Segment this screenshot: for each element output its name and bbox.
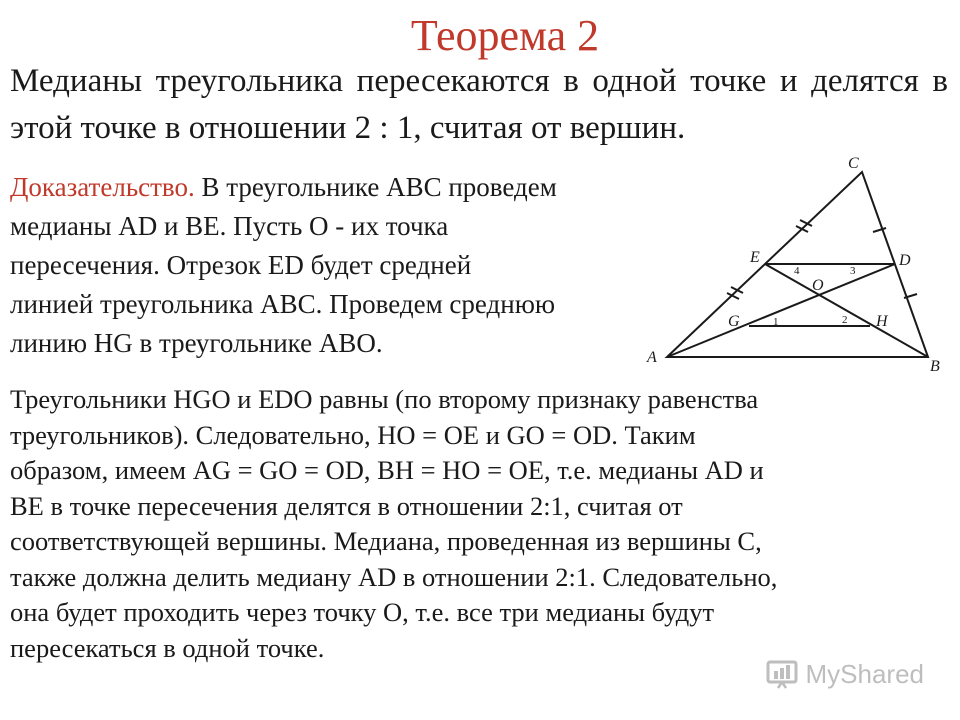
label-d: D xyxy=(899,252,911,269)
proof-line-1 xyxy=(10,168,660,207)
body-line-5: соответствующей вершины. Медиана, проведенная из вершины C, xyxy=(10,526,762,556)
angle-label-4: 4 xyxy=(794,265,800,277)
watermark xyxy=(766,656,925,692)
label-e: E xyxy=(750,249,760,266)
proof-lead: Доказательство. xyxy=(10,172,195,202)
body-line-2: треугольников). Следовательно, HO = OE и GO = OD. Таким xyxy=(10,419,696,450)
label-o: O xyxy=(812,277,824,294)
label-c: C xyxy=(848,155,859,172)
median-ad xyxy=(667,264,895,357)
proof-line-5: линию HG в треугольнике ABO. xyxy=(10,328,383,358)
label-h: H xyxy=(876,313,888,330)
body-line-6: также должна делить медиану AD в отношении 2:1. Следовательно, xyxy=(10,561,778,592)
proof-line-2: медианы AD и BE. Пусть O - их точка xyxy=(10,211,449,241)
angle-label-2: 2 xyxy=(842,314,848,326)
proof-line-3: пересечения. Отрезок ED будет средней xyxy=(10,250,472,280)
body-line-4: BE в точке пересечения делятся в отношении 2:1, считая от xyxy=(10,490,683,521)
theorem-statement: Медианы треугольника пересекаются в одной точке и делятся в этой точке в отношении 2 : 1, считая от вершин. xyxy=(10,63,948,146)
angle-label-1: 1 xyxy=(773,316,779,328)
label-a: A xyxy=(647,349,657,366)
body-line-1: Треугольники HGO и EDO равны (по второму признаку равенства xyxy=(10,384,759,414)
triangle-diagram xyxy=(640,150,960,380)
label-b: B xyxy=(930,358,940,375)
median-be xyxy=(765,264,928,357)
body-line-8: пересекаться в одной точке. xyxy=(10,632,325,663)
presentation-icon xyxy=(766,659,800,689)
body-line-3: образом, имеем AG = GO = OD, BH = HO = OE, т.е. медианы AD и xyxy=(10,455,764,485)
proof-line-1-text: В треугольнике ABC проведем xyxy=(194,172,557,202)
proof-continuation xyxy=(10,382,950,666)
proof-line-4: линией треугольника ABC. Проведем среднюю xyxy=(10,289,556,319)
watermark-text: MyShared xyxy=(805,658,924,689)
slide-title: Теорема 2 xyxy=(410,11,600,60)
angle-label-3: 3 xyxy=(850,265,856,277)
proof-paragraph xyxy=(10,168,660,363)
label-g: G xyxy=(728,313,740,330)
body-line-7: она будет проходить через точку O, т.е. все три медианы будут xyxy=(10,597,715,627)
